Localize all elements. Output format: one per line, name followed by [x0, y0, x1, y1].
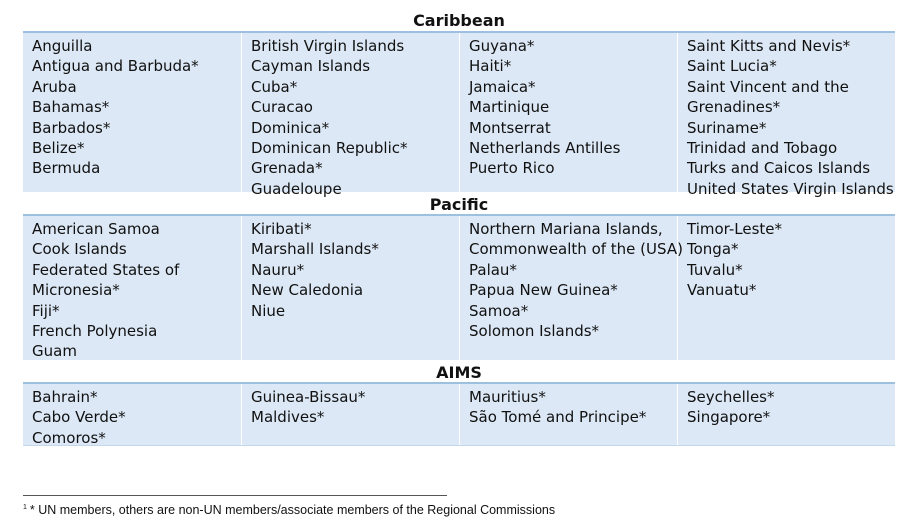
country-cell: Anguilla — [32, 37, 93, 55]
country-cell: Dominican Republic* — [251, 139, 408, 158]
country-cell: Haiti* — [469, 57, 512, 76]
country-cell: Martinique — [469, 98, 550, 117]
caribbean-column-4 — [677, 33, 895, 198]
country-cell: Grenadines* — [687, 98, 781, 117]
country-cell: Barbados* — [32, 118, 111, 137]
country-cell: Trinidad and Tobago — [687, 139, 838, 158]
country-cell: Bahamas* — [32, 98, 110, 117]
pacific-column-1 — [23, 216, 241, 360]
country-cell: Comoros* — [32, 428, 106, 447]
region-header-caribbean: Caribbean — [23, 8, 895, 33]
pacific-column-4 — [677, 216, 895, 360]
region-header-pacific: Pacific — [23, 192, 895, 216]
country-cell: Seychelles* — [687, 388, 775, 406]
footnote-text: * UN members, others are non-UN members/associate members of the Regional Commissions — [29, 503, 556, 517]
country-cell: Guyana* — [469, 37, 535, 55]
country-cell: Turks and Caicos Islands — [687, 159, 871, 178]
country-cell: Marshall Islands* — [251, 240, 379, 259]
country-cell: Cuba* — [251, 77, 298, 96]
pacific-column-3 — [459, 216, 683, 360]
caribbean-column-3 — [459, 33, 677, 192]
pacific-column-2 — [241, 216, 459, 360]
country-cell: American Samoa — [32, 220, 160, 238]
region-body-caribbean — [23, 33, 895, 198]
country-cell: São Tomé and Principe* — [469, 408, 647, 427]
caribbean-column-2 — [241, 33, 459, 198]
country-cell: Antigua and Barbuda* — [32, 57, 199, 76]
aims-column-3 — [459, 384, 677, 445]
country-cell: Bermuda — [32, 159, 101, 178]
country-cell: Saint Lucia* — [687, 57, 777, 76]
aims-column-4 — [677, 384, 895, 445]
country-cell: Nauru* — [251, 260, 305, 279]
country-cell: British Virgin Islands — [251, 37, 405, 55]
country-cell: Aruba — [32, 77, 77, 96]
country-cell: Northern Mariana Islands, — [469, 220, 663, 238]
country-cell: Saint Vincent and the — [687, 77, 849, 96]
country-cell: Palau* — [469, 260, 517, 279]
country-cell: Dominica* — [251, 118, 330, 137]
country-cell: Cook Islands — [32, 240, 127, 259]
country-cell: Micronesia* — [32, 281, 120, 300]
country-cell: Cayman Islands — [251, 57, 371, 76]
country-cell: Tuvalu* — [687, 260, 743, 279]
country-cell: Guadeloupe — [251, 179, 342, 198]
region-header-aims: AIMS — [23, 360, 895, 384]
country-cell: Commonwealth of the (USA) — [469, 240, 683, 259]
country-cell: Curacao — [251, 98, 313, 117]
country-cell: Montserrat — [469, 118, 551, 137]
country-cell: Netherlands Antilles — [469, 139, 621, 158]
country-cell: Grenada* — [251, 159, 323, 178]
country-cell: United States Virgin Islands — [687, 179, 894, 198]
country-cell: Puerto Rico — [469, 159, 555, 178]
country-cell: Solomon Islands* — [469, 322, 600, 341]
country-cell: Suriname* — [687, 118, 767, 137]
sids-regions-table — [23, 8, 895, 446]
country-cell: Niue — [251, 301, 286, 320]
country-cell: Papua New Guinea* — [469, 281, 618, 300]
aims-column-2 — [241, 384, 459, 445]
footnote-separator — [23, 495, 447, 496]
country-cell: Vanuatu* — [687, 281, 757, 300]
country-cell: Samoa* — [469, 301, 529, 320]
country-cell: Cabo Verde* — [32, 408, 126, 427]
country-cell: French Polynesia — [32, 322, 158, 341]
country-cell: Belize* — [32, 139, 85, 158]
country-cell: Guinea-Bissau* — [251, 388, 366, 406]
country-cell: New Caledonia — [251, 281, 364, 300]
footnote-marker: 1 — [23, 504, 27, 511]
country-cell: Kiribati* — [251, 220, 312, 238]
country-cell: Tonga* — [687, 240, 739, 259]
country-cell: Timor-Leste* — [687, 220, 783, 238]
country-cell: Maldives* — [251, 408, 325, 427]
country-cell: Federated States of — [32, 260, 180, 279]
footnote — [23, 503, 555, 517]
caribbean-column-1 — [23, 33, 241, 192]
region-body-pacific — [23, 216, 895, 360]
country-cell: Bahrain* — [32, 388, 98, 406]
aims-column-1 — [23, 384, 241, 445]
country-cell: Guam — [32, 342, 77, 361]
country-cell: Singapore* — [687, 408, 771, 427]
country-cell: Fiji* — [32, 301, 60, 320]
country-cell: Mauritius* — [469, 388, 546, 406]
region-body-aims — [23, 384, 895, 446]
country-cell: Saint Kitts and Nevis* — [687, 37, 851, 55]
country-cell: Jamaica* — [469, 77, 536, 96]
